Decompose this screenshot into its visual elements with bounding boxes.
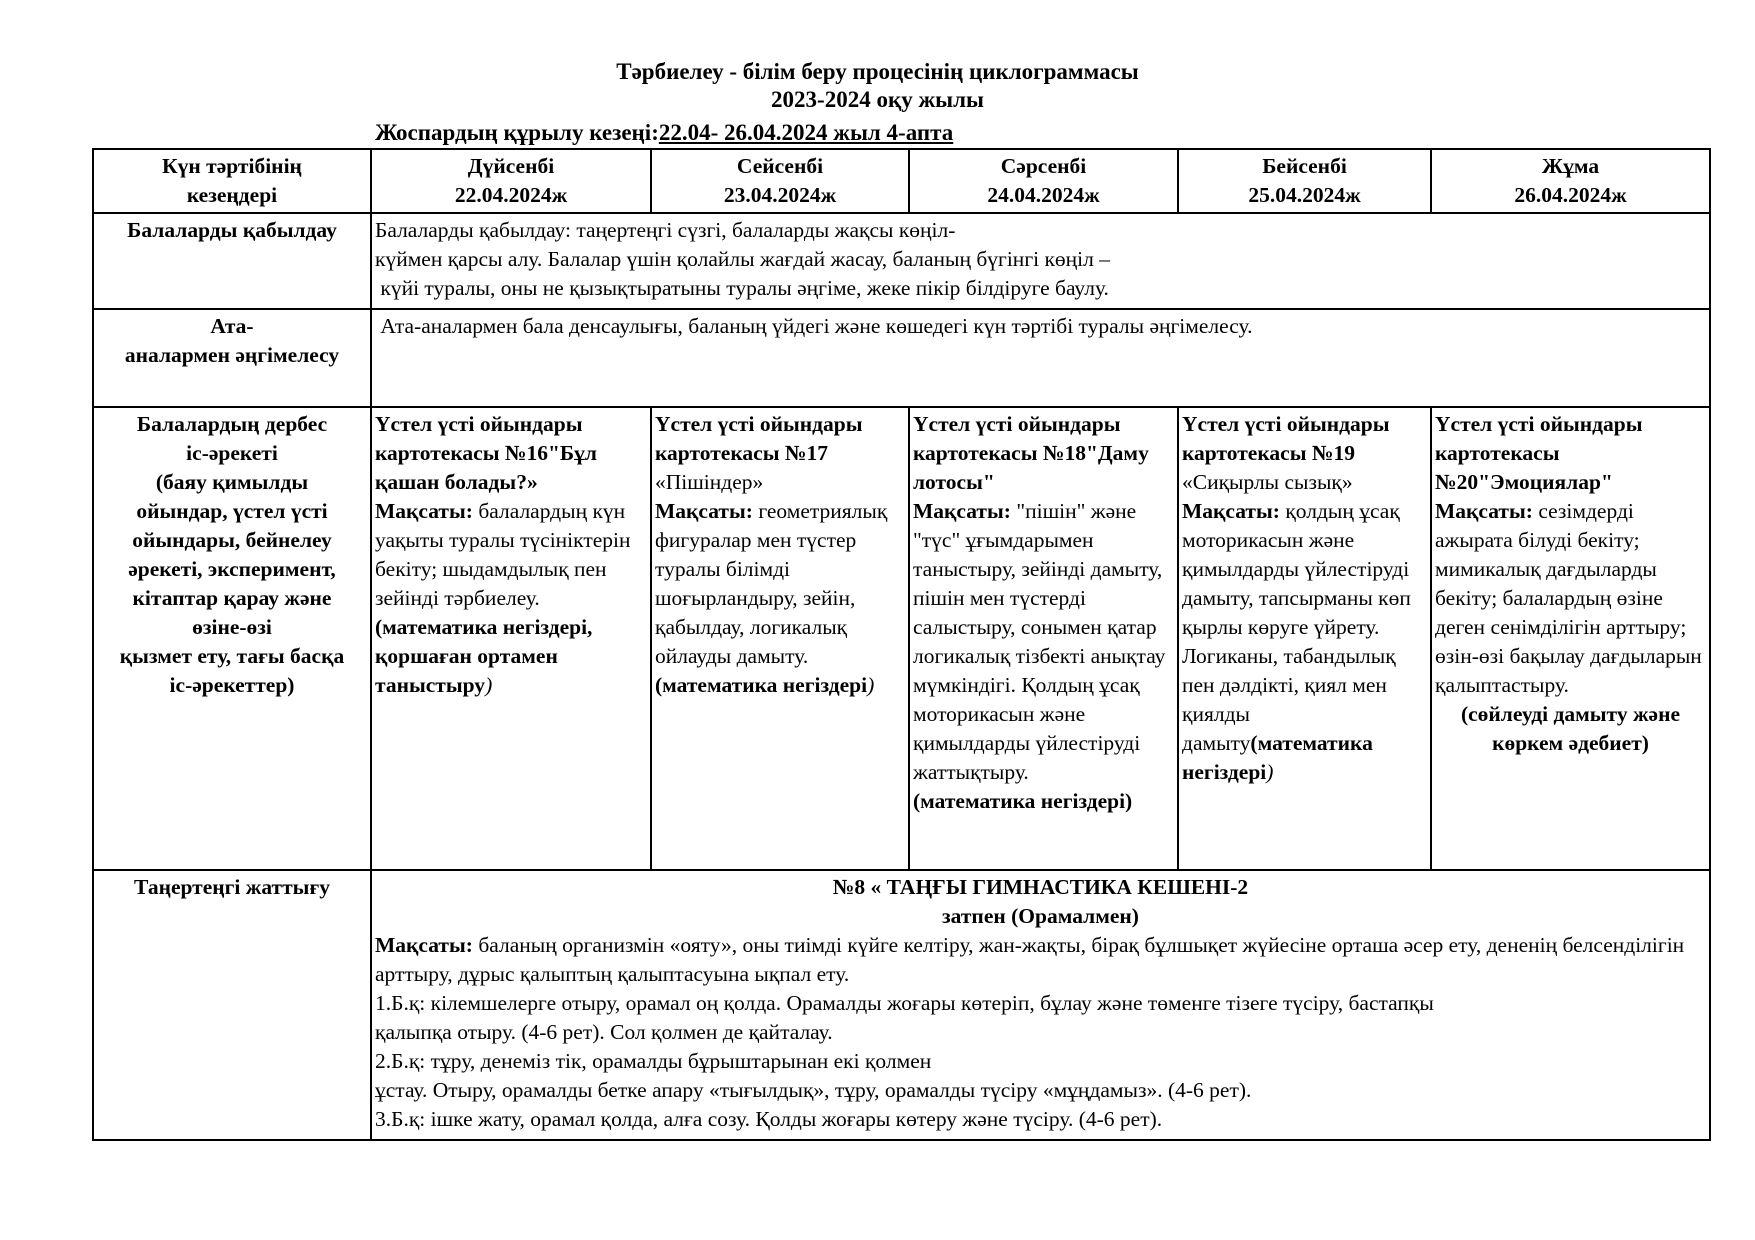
- reception-text: [371, 213, 1710, 309]
- goal-label: Мақсаты:: [655, 499, 753, 523]
- header-cell-tuesday: [651, 149, 909, 213]
- day-date: 24.04.2024ж: [987, 183, 1100, 207]
- activity-label-line: іс-әрекеті: [186, 441, 278, 465]
- exercise-step: 2.Б.қ: тұру, денеміз тік, орамалды бұрыштарынан екі қолмен: [375, 1049, 932, 1073]
- goal-label: Мақсаты:: [375, 499, 473, 523]
- subject-close: ): [867, 673, 875, 697]
- activity-label-line: өзіне-өзі: [192, 615, 272, 639]
- exercise-heading: №8 « ТАҢҒЫ ГИМНАСТИКА КЕШЕНІ-2: [832, 875, 1249, 899]
- day-date: 22.04.2024ж: [454, 183, 568, 207]
- header-cell-stages: [93, 149, 371, 213]
- day-date: 26.04.2024ж: [1514, 183, 1627, 207]
- activity-label-line: әрекеті, эксперимент,: [128, 557, 336, 581]
- goal-text: қолдың ұсақ моторикасын және қимылдарды үйлестіруді дамыту, тапсырманы көп қырлы көруге үйрету. Логиканы, табандылық пен дәлдікті, қиял мен қиялды дамыту: [1182, 499, 1411, 755]
- goal-label: Мақсаты:: [913, 499, 1011, 523]
- activity-label-line: кітаптар қарау және: [132, 586, 332, 610]
- goal-text: "пішін" және "түс" ұғымдарымен таныстыру, зейінді дамыту, пішін мен түстерді салыстыру, сонымен қатар логикалық тізбекті анықтау мүмкіндігі. Қолдың ұсақ моторикасын және қимылдарды үйлестіруді жаттықтыру.: [913, 499, 1166, 784]
- game-title: Үстел үсті ойындары картотекасы №19: [1182, 412, 1390, 465]
- exercise-step: 3.Б.қ: ішке жату, орамал қолда, алға созу. Қолды жоғары көтеру және түсіру. (4-6 рет).: [375, 1107, 1163, 1131]
- day-name: Бейсенбі: [1262, 154, 1347, 178]
- header-row: [93, 149, 1710, 213]
- title-line-2: 2023-2024 оқу жылы: [771, 87, 984, 112]
- document-title: [0, 58, 1755, 114]
- game-title: Үстел үсті ойындары картотекасы №17: [655, 412, 863, 465]
- game-title: Үстел үсті ойындары картотекасы №20"Эмоциялар": [1435, 412, 1643, 494]
- exercise-step: 1.Б.қ: кілемшелерге отыру, орамал оң қолда. Орамалды жоғары көтеріп, бұлау және төменге тізеге түсіру, бастапқы: [375, 991, 1434, 1015]
- parents-label-line1: Ата-: [210, 314, 254, 338]
- subject-close: ): [1266, 760, 1274, 784]
- row-exercise: [93, 870, 1710, 1140]
- subject-area: (математика негіздері: [655, 673, 868, 697]
- goal-text: балалардың күн уақыты туралы түсініктерін бекіту; шыдамдылық пен зейінді тәрбиелеу.: [375, 499, 631, 610]
- day-date: 23.04.2024ж: [723, 183, 837, 207]
- exercise-subheading: затпен (Орамалмен): [942, 904, 1139, 928]
- activity-wednesday: [909, 407, 1178, 870]
- subject-area: (математика негіздері, қоршаған ортамен таныстыру: [375, 615, 593, 697]
- subject-area: (математика негіздері): [913, 789, 1133, 813]
- goal-text: геометриялық фигуралар мен түстер туралы білімді шоғырландыру, зейін, қабылдау, логикалық ойлауды дамыту.: [655, 499, 888, 668]
- activity-label-line: іс-әрекеттер): [169, 673, 295, 697]
- goal-label: Мақсаты:: [1182, 499, 1280, 523]
- subject-area: (сөйлеуді дамыту және көркем әдебиет): [1460, 702, 1681, 755]
- header-stages-line1: Күн тәртібінің: [162, 154, 302, 178]
- game-title: Үстел үсті ойындары картотекасы №16"Бұл қашан болады?»: [375, 412, 597, 494]
- title-line-1: Тәрбиелеу - білім беру процесінің циклограммасы: [616, 59, 1139, 84]
- day-name: Дүйсенбі: [467, 154, 555, 178]
- exercise-step: ұстау. Отыру, орамалды бетке апару «тығылдық», тұру, орамалды түсіру «мұңдамыз». (4-6 рет).: [375, 1078, 1252, 1102]
- goal-label: Мақсаты:: [1435, 499, 1533, 523]
- parents-label-line2: аналармен әңгімелесу: [124, 343, 340, 367]
- row-label-reception: Балаларды қабылдау: [93, 213, 371, 309]
- row-parents: [93, 309, 1710, 407]
- activity-label-line: ойындары, бейнелеу: [132, 528, 332, 552]
- activity-friday: [1431, 407, 1710, 870]
- day-name: Жұма: [1541, 154, 1600, 178]
- header-cell-friday: [1431, 149, 1710, 213]
- exercise-text: [371, 870, 1710, 1140]
- activity-monday: [371, 407, 651, 870]
- goal-label: Мақсаты:: [375, 933, 473, 957]
- schedule-table: [92, 148, 1711, 1141]
- game-subtitle: «Пішіндер»: [655, 470, 764, 494]
- exercise-step: қалыпқа отыру. (4-6 рет). Сол қолмен де қайталау.: [375, 1020, 833, 1044]
- plan-dates: 22.04- 26.04.2024 жыл 4-апта: [658, 120, 954, 145]
- goal-text: сезімдерді ажырата білуді бекіту; мимикалық дағдыларды бекіту; балалардың өзіне деген сенімділігін арттыру; өзін-өзі бақылау дағдыларын қалыптастыру.: [1435, 499, 1702, 697]
- activity-label-line: қызмет ету, тағы басқа: [119, 644, 345, 668]
- row-reception: [93, 213, 1710, 309]
- goal-text: баланың организмін «ояту», оны тиімді күйге келтіру, жан-жақты, бірақ бұлшықет жүйесіне орташа әсер ету, дененің белсенділігін арттыру, дұрыс қалыптың қалыптасуына ықпал ету.: [375, 933, 1685, 986]
- activity-thursday: [1178, 407, 1431, 870]
- subject-area: (математика негіздері: [1182, 731, 1373, 784]
- row-label-parents: [93, 309, 371, 407]
- parents-text: Ата-аналармен бала денсаулығы, баланың үйдегі және көшедегі күн тәртібі туралы әңгімелесу.: [371, 309, 1710, 407]
- activity-label-line: ойындар, үстел үсті: [136, 499, 328, 523]
- day-name: Сейсенбі: [736, 154, 824, 178]
- game-subtitle: «Сиқырлы сызық»: [1182, 470, 1353, 494]
- header-cell-wednesday: [909, 149, 1178, 213]
- reception-line: күймен қарсы алу. Балалар үшін қолайлы жағдай жасау, баланың бүгінгі көңіл –: [375, 247, 1111, 271]
- activity-label-line: Балалардың дербес: [136, 412, 328, 436]
- plan-label: Жоспардың құрылу кезеңі:: [375, 120, 659, 145]
- reception-line: күйі туралы, оны не қызықтыратыны туралы әңгіме, жеке пікір білдіруге баулу.: [375, 276, 1109, 300]
- reception-line: Балаларды қабылдау: таңертеңгі сүзгі, балаларды жақсы көңіл-: [375, 218, 956, 242]
- row-label-exercise: Таңертеңгі жаттығу: [93, 870, 371, 1140]
- row-activity: [93, 407, 1710, 870]
- activity-label-line: (баяу қимылды: [155, 470, 309, 494]
- game-title: Үстел үсті ойындары картотекасы №18"Даму лотосы": [913, 412, 1149, 494]
- header-cell-thursday: [1178, 149, 1431, 213]
- day-date: 25.04.2024ж: [1248, 183, 1361, 207]
- day-name: Сәрсенбі: [1000, 154, 1087, 178]
- activity-tuesday: [651, 407, 909, 870]
- plan-period: [375, 119, 953, 147]
- header-cell-monday: [371, 149, 651, 213]
- subject-close: ): [485, 673, 493, 697]
- header-stages-line2: кезеңдері: [186, 183, 278, 207]
- row-label-activity: [93, 407, 371, 870]
